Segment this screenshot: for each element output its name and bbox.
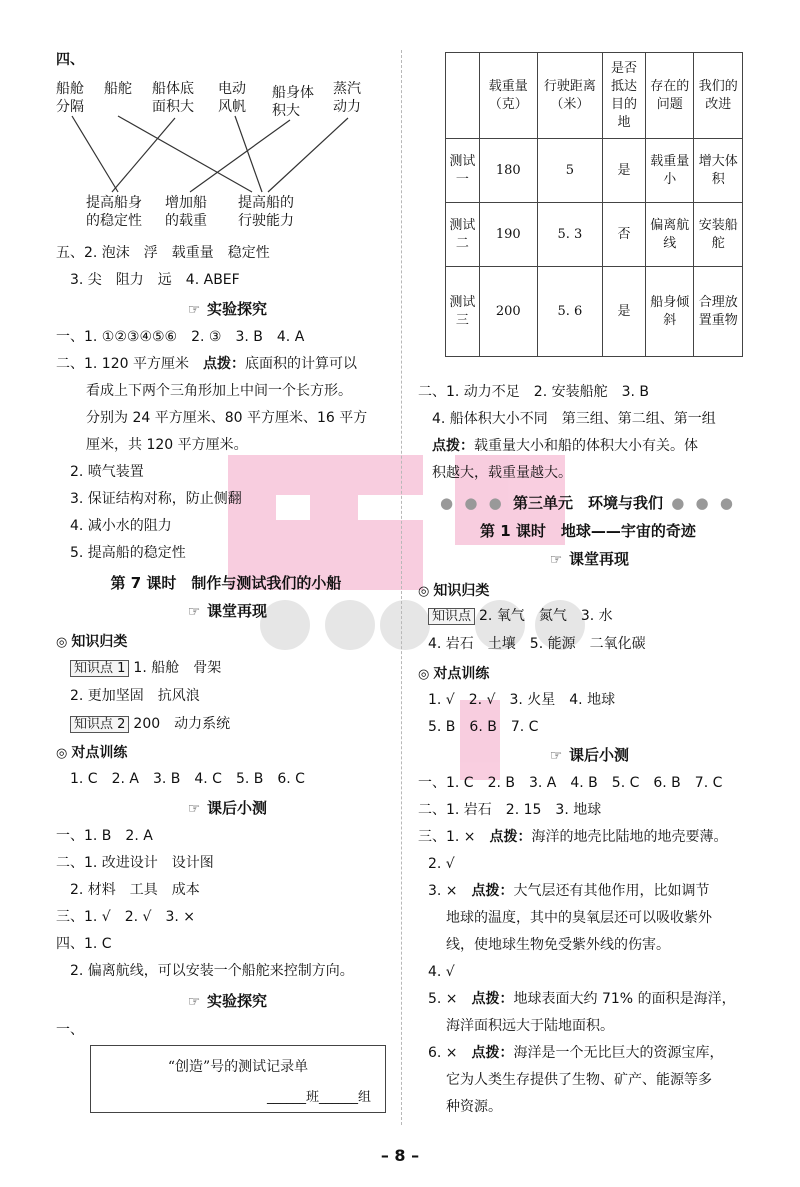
answer-line: 二、1. 岩石 2. 15 3. 地球 <box>418 802 602 818</box>
double-circle-icon: ◎ <box>418 667 430 682</box>
record-sheet-class-group: ______班______组 <box>266 1090 371 1105</box>
answer-line: 二、1. 改进设计 设计图 <box>56 855 214 871</box>
column-divider <box>401 50 402 1125</box>
answer-line: 线，使地球生物免受紫外线的伤害。 <box>446 937 670 953</box>
section-heading: ☞ 课后小测 <box>56 797 396 818</box>
hint-label: 点拨： <box>471 1045 514 1061</box>
section-heading: ☞ 课后小测 <box>418 744 758 765</box>
hint-label: 点拨： <box>471 883 514 899</box>
table-header-cell: 行驶距离（米） <box>537 53 602 139</box>
knowledge-point-badge: 知识点 <box>428 608 475 625</box>
diagram-top-item: 船体底 面积大 <box>152 81 194 115</box>
answer-line: 1. √ 2. √ 3. 火星 4. 地球 <box>428 692 616 708</box>
table-cell: 测试一 <box>446 139 480 203</box>
section-heading: ☞ 实验探究 <box>56 298 396 319</box>
answer-line: 2. 更加坚固 抗风浪 <box>70 688 200 704</box>
answer-line: 一、1. B 2. A <box>56 828 153 844</box>
double-circle-icon: ◎ <box>56 635 68 650</box>
answer-line: 一、1. C 2. B 3. A 4. B 5. C 6. B 7. C <box>418 775 723 791</box>
table-cell: 是 <box>603 267 646 357</box>
table-cell: 5. 6 <box>537 267 602 357</box>
section-heading: ☞ 课堂再现 <box>418 548 758 569</box>
table-cell: 是 <box>603 139 646 203</box>
double-circle-icon: ◎ <box>418 584 430 599</box>
q4-heading: 四、 <box>56 52 84 68</box>
answer-line: 3. 保证结构对称，防止侧翻 <box>70 491 242 507</box>
diagram-top-item: 船舱 分隔 <box>56 81 84 115</box>
answer-line: 1. C 2. A 3. B 4. C 5. B 6. C <box>70 771 305 787</box>
answer-line: 二、1. 动力不足 2. 安装船舵 3. B <box>418 384 650 400</box>
table-cell: 合理放置重物 <box>694 267 743 357</box>
answer-line: 四、1. C <box>56 936 112 952</box>
hint-label: 点拨： <box>432 438 474 454</box>
knowledge-point-badge: 知识点 1 <box>70 660 129 677</box>
record-sheet-box <box>90 1045 386 1113</box>
hint-label: 点拨： <box>202 356 245 372</box>
subsection-label: ◎ 对点训练 <box>418 666 490 682</box>
answer-line: 三、1. × 点拨：海洋的地壳比陆地的地壳要薄。 <box>418 829 728 845</box>
diagram-top-item: 电动 风帆 <box>218 81 246 115</box>
double-circle-icon: ◎ <box>56 746 68 761</box>
table-cell: 载重量小 <box>645 139 693 203</box>
table-header-cell: 是否抵达目的地 <box>603 53 646 139</box>
answer-line: 点拨：载重量大小和船的体积大小有关。体 <box>432 438 698 454</box>
table-cell: 增大体积 <box>694 139 743 203</box>
record-sheet-title: “创造”号的测试记录单 <box>167 1059 309 1075</box>
answer-line: 看成上下两个三角形加上中间一个长方形。 <box>86 383 352 399</box>
table-cell: 否 <box>603 203 646 267</box>
diagram-bottom-item: 提高船的 行驶能力 <box>238 195 294 229</box>
diagram-top-item: 蒸汽 动力 <box>333 81 361 115</box>
table-cell: 200 <box>479 267 537 357</box>
answer-line: 3. × 点拨：大气层还有其他作用，比如调节 <box>428 883 710 899</box>
table-row <box>446 203 743 267</box>
answer-line: 4. 岩石 土壤 5. 能源 二氧化碳 <box>428 636 646 652</box>
table-header-cell: 载重量（克） <box>479 53 537 139</box>
table-header-cell: 存在的问题 <box>645 53 693 139</box>
test-record-table <box>445 52 743 357</box>
answer-line: 5. 提高船的稳定性 <box>70 545 186 561</box>
answer-line: 4. √ <box>428 964 455 980</box>
page-number: – 8 – <box>380 1146 420 1165</box>
hand-pointer-icon: ☞ <box>187 302 201 318</box>
table-cell: 偏离航线 <box>645 203 693 267</box>
hand-pointer-icon: ☞ <box>549 748 563 764</box>
answer-line: 一、1. ①②③④⑤⑥ 2. ③ 3. B 4. A <box>56 329 305 345</box>
answer-line: 知识点 1 1. 船舱 骨架 <box>70 658 221 679</box>
answer-line: 知识点 2. 氧气 氮气 3. 水 <box>428 606 613 627</box>
answer-line: 2. 材料 工具 成本 <box>70 882 200 898</box>
answer-line: 4. 船体积大小不同 第三组、第二组、第一组 <box>432 411 716 427</box>
answer-line: 积越大，载重量越大。 <box>432 465 572 481</box>
hint-label: 点拨： <box>471 991 514 1007</box>
table-cell: 测试二 <box>446 203 480 267</box>
table-row <box>446 139 743 203</box>
answer-line: 2. √ <box>428 856 455 872</box>
answer-line: 五、2. 泡沫 浮 载重量 稳定性 <box>56 245 270 261</box>
lesson-title: 第 1 课时 地球——宇宙的奇迹 <box>480 522 696 540</box>
answer-line: 5. B 6. B 7. C <box>428 719 539 735</box>
table-header-cell: 我们的改进 <box>694 53 743 139</box>
table-cell: 5. 3 <box>537 203 602 267</box>
section-heading: ☞ 实验探究 <box>56 990 396 1011</box>
table-cell: 190 <box>479 203 537 267</box>
diagram-top-item: 船身体 积大 <box>272 85 314 119</box>
table-cell: 5 <box>537 139 602 203</box>
answer-line: 3. 尖 阻力 远 4. ABEF <box>70 272 240 288</box>
lesson-title: 第 7 课时 制作与测试我们的小船 <box>110 574 342 592</box>
table-row <box>446 267 743 357</box>
answer-line: 4. 减小水的阻力 <box>70 518 172 534</box>
answer-line: 海洋面积远大于陆地面积。 <box>446 1018 614 1034</box>
answer-line: 分别为 24 平方厘米、80 平方厘米、16 平方 <box>86 410 368 426</box>
subsection-label: ◎ 知识归类 <box>56 634 128 650</box>
table-cell: 船身倾斜 <box>645 267 693 357</box>
answer-line: 2. 喷气装置 <box>70 464 144 480</box>
answer-line: 知识点 2 200 动力系统 <box>70 714 230 735</box>
unit-title: ● ● ● 第三单元 环境与我们 ● ● ● <box>440 494 736 512</box>
answer-line: 一、 <box>56 1022 84 1038</box>
hand-pointer-icon: ☞ <box>187 604 201 620</box>
answer-line: 三、1. √ 2. √ 3. × <box>56 909 195 925</box>
answer-line: 种资源。 <box>446 1099 502 1115</box>
diagram-top-item: 船舵 <box>104 81 132 97</box>
table-header-cell <box>446 53 480 139</box>
hint-label: 点拨： <box>489 829 532 845</box>
answer-line: 它为人类生存提供了生物、矿产、能源等多 <box>446 1072 712 1088</box>
diagram-bottom-item: 增加船 的载重 <box>165 195 207 229</box>
table-cell: 安装船舵 <box>694 203 743 267</box>
hand-pointer-icon: ☞ <box>187 801 201 817</box>
answer-line: 2. 偏离航线，可以安装一个船舵来控制方向。 <box>70 963 354 979</box>
hand-pointer-icon: ☞ <box>549 552 563 568</box>
answer-line: 5. × 点拨：地球表面大约 71% 的面积是海洋， <box>428 991 736 1007</box>
answer-line: 二、1. 120 平方厘米 点拨：底面积的计算可以 <box>56 356 357 372</box>
answer-line: 地球的温度，其中的臭氧层还可以吸收紫外 <box>446 910 712 926</box>
table-cell: 180 <box>479 139 537 203</box>
answer-line: 6. × 点拨：海洋是一个无比巨大的资源宝库， <box>428 1045 724 1061</box>
diagram-bottom-item: 提高船身 的稳定性 <box>86 195 142 229</box>
knowledge-point-badge: 知识点 2 <box>70 716 129 733</box>
hand-pointer-icon: ☞ <box>187 994 201 1010</box>
subsection-label: ◎ 知识归类 <box>418 583 490 599</box>
answer-line: 厘米，共 120 平方厘米。 <box>86 437 248 453</box>
table-cell: 测试三 <box>446 267 480 357</box>
section-heading: ☞ 课堂再现 <box>56 600 396 621</box>
subsection-label: ◎ 对点训练 <box>56 745 128 761</box>
